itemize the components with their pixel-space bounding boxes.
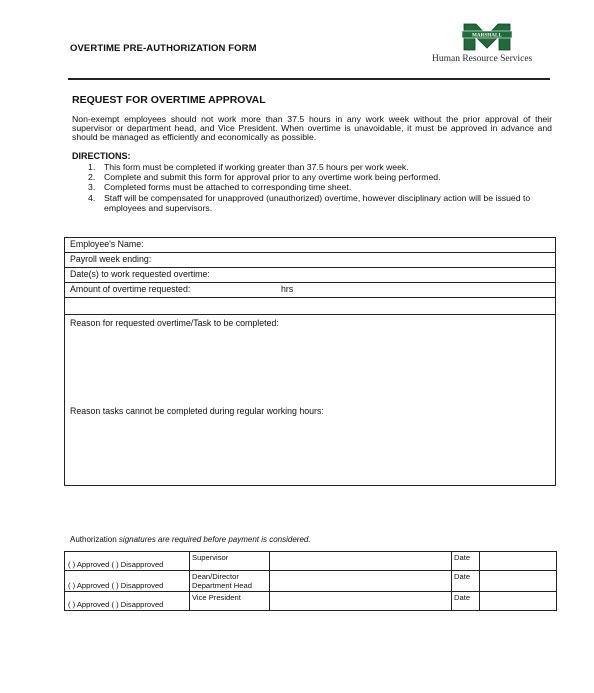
signature-field[interactable]	[270, 552, 452, 571]
date-label: Date	[452, 552, 480, 571]
signature-field[interactable]	[270, 571, 452, 592]
overtime-dates-field[interactable]: Date(s) to work requested overtime:	[65, 268, 555, 283]
role-label: Vice President	[190, 592, 270, 611]
signature-table	[64, 551, 557, 611]
authorization-note: Authorization signatures are required before payment is considered.	[70, 535, 311, 544]
request-form	[64, 237, 556, 486]
directions-heading: DIRECTIONS:	[72, 151, 131, 161]
department-name: Human Resource Services	[432, 54, 533, 64]
date-field[interactable]	[480, 592, 557, 611]
directions-list	[88, 162, 538, 213]
date-field[interactable]	[480, 571, 557, 592]
direction-item: 2. Complete and submit this form for approval prior to any overtime work being performed.	[88, 172, 441, 183]
table-row	[65, 571, 557, 592]
approval-options[interactable]: ( ) Approved ( ) Disapproved	[65, 571, 190, 592]
table-row	[65, 592, 557, 611]
hrs-unit: hrs	[281, 284, 294, 294]
intro-paragraph: Non-exempt employees should not work more than 37.5 hours in any work week without the prior approval of their supervisor or department head, and Vice President. When overtime is unavoidable, it must be approved in advance and should be managed as efficiently and economically as possible.	[72, 114, 552, 142]
reason-label: Reason for requested overtime/Task to be completed:	[70, 318, 279, 328]
date-field[interactable]	[480, 552, 557, 571]
form-title: OVERTIME PRE-AUTHORIZATION FORM	[70, 43, 257, 54]
direction-item: 4. Staff will be compensated for unapproved (unauthorized) overtime, however disciplinary action will be issued to employees and supervisors.	[88, 192, 531, 213]
payroll-week-field[interactable]: Payroll week ending:	[65, 253, 555, 268]
date-label: Date	[452, 571, 480, 592]
table-row	[65, 552, 557, 571]
role-label: Supervisor	[190, 552, 270, 571]
blank-field[interactable]	[65, 298, 555, 315]
signature-field[interactable]	[270, 592, 452, 611]
direction-item: 3. Completed forms must be attached to corresponding time sheet.	[88, 182, 352, 193]
header-divider	[68, 78, 550, 80]
marshall-logo	[462, 22, 512, 52]
direction-item: 1. This form must be completed if working greater than 37.5 hours per work week.	[88, 162, 409, 172]
request-heading: REQUEST FOR OVERTIME APPROVAL	[72, 94, 266, 106]
logo-text: MARSHALL	[472, 32, 502, 39]
overtime-amount-field[interactable]: Amount of overtime requested: hrs	[65, 283, 555, 298]
approval-options[interactable]: ( ) Approved ( ) Disapproved	[65, 552, 190, 571]
date-label: Date	[452, 592, 480, 611]
approval-options[interactable]: ( ) Approved ( ) Disapproved	[65, 592, 190, 611]
role-label: Dean/Director Department Head	[190, 571, 270, 592]
employee-name-field[interactable]: Employee's Name:	[65, 238, 555, 253]
reason-regular-label: Reason tasks cannot be completed during regular working hours:	[70, 406, 324, 416]
